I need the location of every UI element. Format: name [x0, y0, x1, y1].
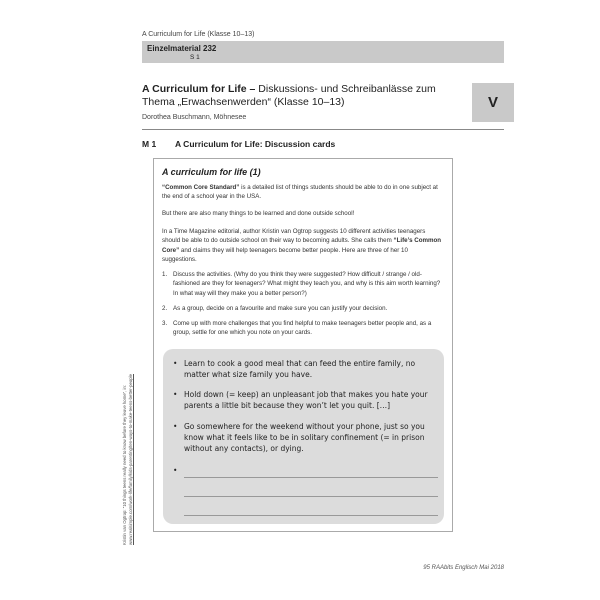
- term-common-core: “Common Core Standard”: [162, 184, 240, 191]
- source-credit: [122, 285, 133, 545]
- page-footer: 95 RAAbits Englisch Mai 2018: [423, 565, 504, 571]
- suggestion-item: [173, 358, 438, 380]
- title-rest: Diskussions- und Schreibanlässe zum Thema „Erwachsenwerden“ (Klasse 10–13): [142, 83, 436, 108]
- task-item: [162, 319, 444, 338]
- card-title: A curriculum for life (1): [162, 167, 261, 177]
- task-text: As a group, decide on a favourite and make sure you can justify your decision.: [173, 304, 388, 312]
- task-number: 2.: [162, 304, 168, 312]
- suggestion-text: Go somewhere for the weekend without your phone, just so you know what it feels like to be in solitary confinement (= in prison without any contacts), or dying.: [184, 422, 425, 453]
- card-paragraph-2: But there are also many things to be learned and done outside school!: [162, 210, 355, 217]
- section-number: M 1: [142, 139, 157, 149]
- card-paragraph-3: [162, 227, 444, 265]
- source-credit-url[interactable]: www.realsimple.com/work-life/family/kids-parenting/ten-ways-to-make-teens-better-people: [127, 374, 133, 545]
- section-code: S 1: [190, 54, 200, 61]
- suggestion-item: [173, 421, 438, 454]
- material-number: Einzelmaterial 232: [147, 44, 217, 53]
- suggestion-item: [173, 389, 438, 411]
- suggestion-text: Hold down (= keep) an unpleasant job that makes you hate your parents a little bit because they won’t let you quit. […]: [184, 390, 428, 410]
- bullet-icon: •: [173, 466, 178, 475]
- running-title: A Curriculum for Life (Klasse 10–13): [142, 31, 255, 38]
- task-item: [162, 270, 444, 298]
- task-text: Discuss the activities. (Why do you think they were suggested? How difficult / strange / old-fashioned are they for teenagers? What might they teach you, and why is this aim worth learning? In what way will they make you a better person?): [173, 271, 441, 297]
- section-heading: [142, 139, 335, 149]
- discussion-card: [153, 158, 453, 532]
- task-item: [162, 304, 444, 313]
- task-number: 1.: [162, 271, 168, 278]
- bullet-icon: •: [173, 422, 178, 431]
- bullet-icon: •: [173, 390, 178, 399]
- source-credit-text: Kristin van Ogtrop: “10 things teens really need to know before they leave home”, in:: [122, 384, 127, 545]
- bullet-icon: •: [173, 359, 178, 368]
- task-text: Come up with more challenges that you find helpful to make teenagers better people and, as a group, settle for one which you note on your cards.: [173, 319, 432, 337]
- term-lifes-common-core: “Life’s Common Core”: [162, 237, 442, 254]
- document-title: [142, 83, 467, 109]
- divider: [142, 129, 504, 130]
- chapter-tab: V: [472, 83, 514, 122]
- suggestion-text: Learn to cook a good meal that can feed the entire family, no matter what size family you have.: [184, 359, 416, 379]
- card-paragraph-1: [162, 183, 444, 202]
- section-label: A Curriculum for Life: Discussion cards: [175, 139, 336, 149]
- task-list: [162, 270, 444, 343]
- write-in-line[interactable]: [184, 477, 438, 478]
- task-number: 3.: [162, 319, 168, 327]
- paragraph-1-text: is a detailed list of things students should be able to do in one subject at the end of a school year in the USA.: [162, 184, 438, 201]
- write-in-line[interactable]: [184, 515, 438, 516]
- paragraph-3-text-a: In a Time Magazine editorial, author Kristin van Ogtrop suggests 10 different activities teenagers should be able to do outside school on their way to becoming adults. She calls them: [162, 228, 426, 245]
- write-in-line[interactable]: [184, 496, 438, 497]
- material-band: [142, 41, 504, 63]
- title-bold: A Curriculum for Life –: [142, 83, 256, 95]
- suggestions-box: [163, 349, 444, 524]
- author: Dorothea Buschmann, Möhnesee: [142, 114, 247, 121]
- paragraph-3-text-b: and claims they will help teenagers become better people. Here are three of her 10 suggestions.: [162, 246, 408, 264]
